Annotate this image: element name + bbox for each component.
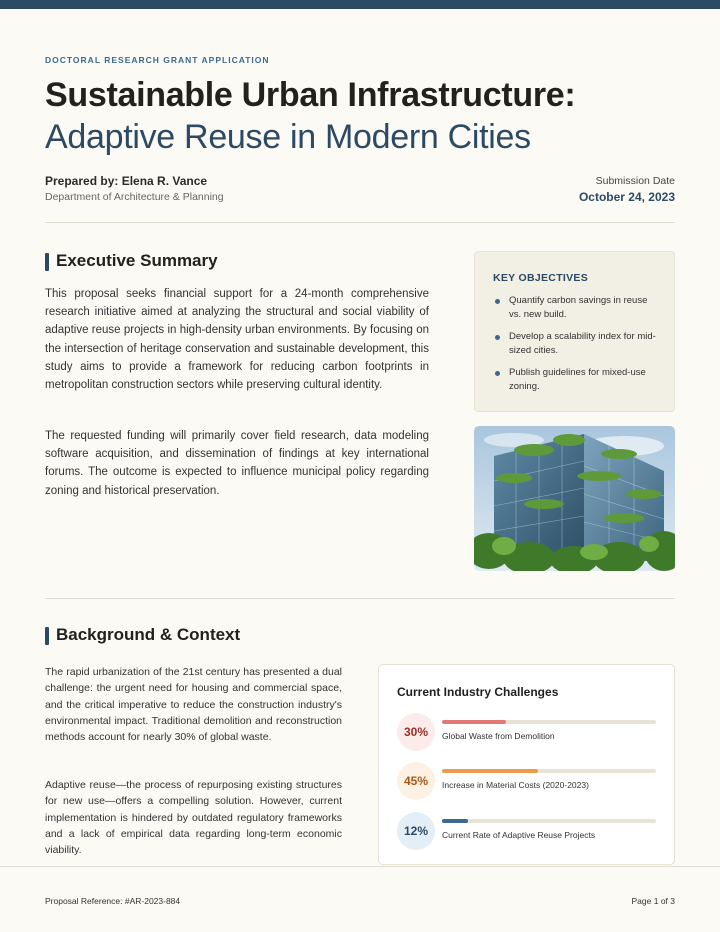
green-building-photo <box>474 426 675 571</box>
challenge-stat <box>397 812 659 852</box>
objective-item: Quantify carbon savings in reuse vs. new build. <box>493 294 656 321</box>
stat-progress-fill <box>442 720 506 724</box>
background-paragraph-1: The rapid urbanization of the 21st century has presented a dual challenge: the urgent need for housing and commercial space, and the critical imperative to reduce the construction industry's environmental impact. Traditional demolition and reconstruction methods account for nearly 30% of global waste. <box>45 666 342 744</box>
stat-progress-track <box>442 720 656 724</box>
submission-date: October 24, 2023 <box>578 190 675 204</box>
header-divider <box>45 222 675 223</box>
top-accent-bar <box>0 0 720 9</box>
stat-progress-track <box>442 819 656 823</box>
green-building-illustration <box>474 426 675 571</box>
stat-label: Global Waste from Demolition <box>442 731 555 741</box>
key-objectives-title: KEY OBJECTIVES <box>493 272 589 284</box>
stat-label: Increase in Material Costs (2020-2023) <box>442 780 589 790</box>
stat-progress-fill <box>442 819 468 823</box>
key-objectives-box <box>474 251 675 412</box>
stat-value-badge: 30% <box>397 713 435 751</box>
prepared-by: Prepared by: Elena R. Vance <box>45 174 208 188</box>
executive-summary-heading: Executive Summary <box>45 251 218 271</box>
industry-challenges-card <box>378 664 675 865</box>
challenge-stat <box>397 762 659 802</box>
document-subtitle: Adaptive Reuse in Modern Cities <box>45 118 531 156</box>
background-paragraph-2: Adaptive reuse—the process of repurposing existing structures for new use—offers a compelling solution. However, current implementation is hindered by outdated regulatory frameworks and a lack of empirical data regarding long-term economic viability. <box>45 779 342 857</box>
objective-item: Develop a scalability index for mid-sized cities. <box>493 330 656 357</box>
stat-value-badge: 12% <box>397 812 435 850</box>
section-divider <box>45 598 675 599</box>
page-footer <box>0 866 720 932</box>
stat-value-badge: 45% <box>397 762 435 800</box>
executive-summary-paragraph-1: This proposal seeks financial support for a 24-month comprehensive research initiative aimed at analyzing the structural and social viability of adaptive reuse projects in high-density urban environments. By focusing on the intersection of heritage conservation and sustainable development, this study aims to provide a framework for reducing carbon footprints in metropolitan construction sectors while preserving cultural identity. <box>45 288 429 392</box>
key-objectives-list <box>493 294 656 393</box>
industry-challenges-title: Current Industry Challenges <box>397 685 559 699</box>
challenge-stat <box>397 713 659 753</box>
stat-progress-fill <box>442 769 538 773</box>
stat-progress-track <box>442 769 656 773</box>
executive-summary-paragraph-2: The requested funding will primarily cover field research, data modeling software acquisition, and dissemination of findings at key international forums. The outcome is expected to influence municipal policy regarding zoning and historical preservation. <box>45 430 429 497</box>
stat-label: Current Rate of Adaptive Reuse Projects <box>442 830 596 840</box>
proposal-reference: Proposal Reference: #AR-2023-884 <box>45 896 181 906</box>
document-eyebrow: DOCTORAL RESEARCH GRANT APPLICATION <box>45 55 270 65</box>
objective-item: Publish guidelines for mixed-use zoning. <box>493 366 656 393</box>
submission-date-label: Submission Date <box>595 175 675 187</box>
document-title: Sustainable Urban Infrastructure: <box>45 76 576 114</box>
department: Department of Architecture & Planning <box>45 191 224 203</box>
page-number: Page 1 of 3 <box>631 896 675 906</box>
background-heading: Background & Context <box>45 625 240 645</box>
